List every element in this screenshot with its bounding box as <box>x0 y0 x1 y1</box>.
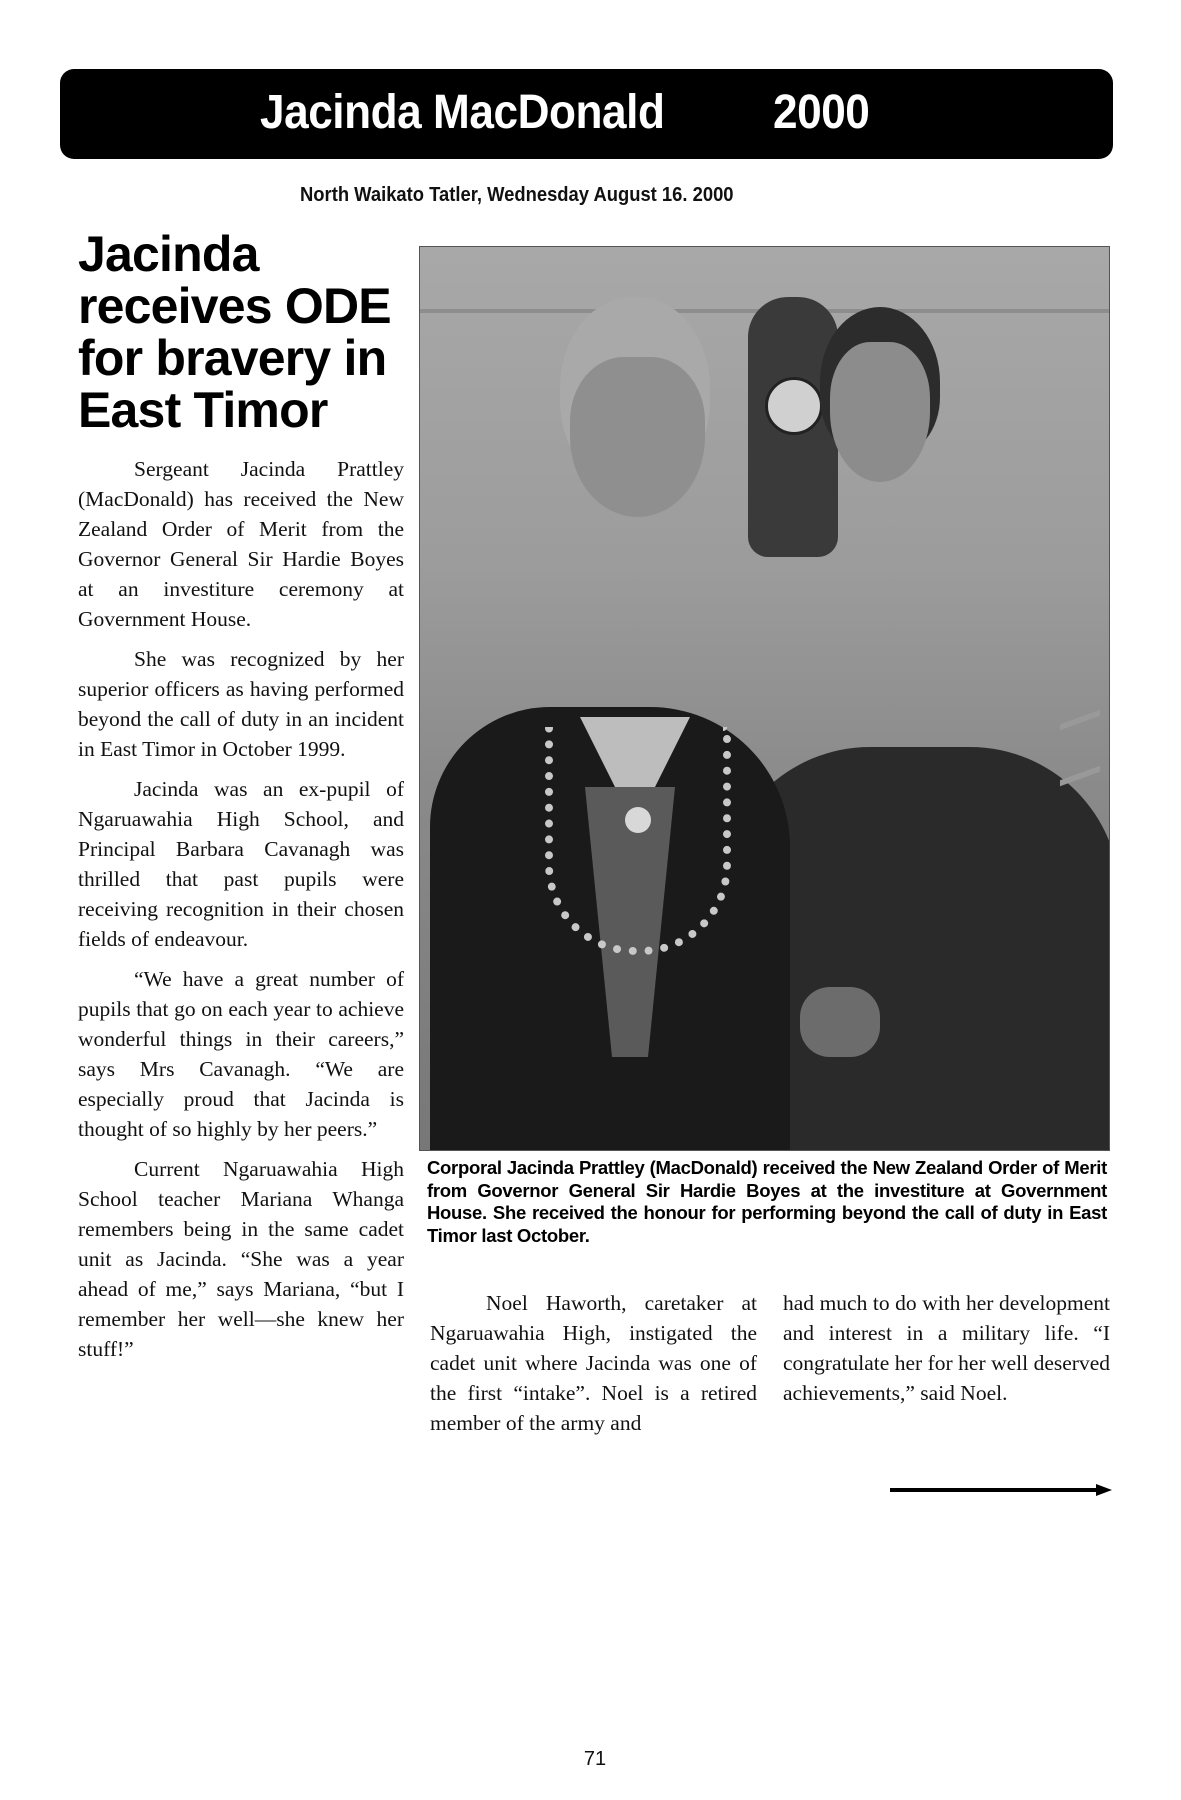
photo-sergeant-chevron <box>1060 710 1100 787</box>
photo-chain-of-office <box>545 727 731 955</box>
paragraph: “We have a great number of pupils that go on each year to achieve wonderful things in their careers,” says Mrs Cavanagh. “We are especially proud that Jacinda is thought of so highly by her peers.” <box>78 967 404 1141</box>
left-column <box>78 454 404 1374</box>
news-photo <box>419 246 1110 1151</box>
paragraph: Current Ngaruawahia High School teacher Mariana Whanga remembers being in the same cadet unit as Jacinda. “She was a year ahead of me,” says Mariana, “but I remember her well—she knew her stuff!” <box>78 1157 404 1361</box>
banner-year: 2000 <box>773 86 870 139</box>
paragraph: Noel Haworth, caretaker at Ngaruawahia High, instigated the cadet unit where Jacinda was one of the first “intake”. Noel is a retired member of the army and <box>430 1291 757 1435</box>
photo-caption: Corporal Jacinda Prattley (MacDonald) received the New Zealand Order of Merit from Governor General Sir Hardie Boyes at the investiture at Government House. She received the honour for performing beyond the call of duty in East Timor last October. <box>427 1157 1107 1246</box>
right-arrow-icon <box>890 1482 1112 1498</box>
source-line: North Waikato Tatler, Wednesday August 16. 2000 <box>300 184 734 206</box>
page-number: 71 <box>583 1748 607 1770</box>
right-column <box>783 1288 1110 1418</box>
paragraph: She was recognized by her superior officers as having performed beyond the call of duty in an incident in East Timor in October 1999. <box>78 647 404 761</box>
banner-name: Jacinda MacDonald <box>260 86 665 139</box>
paragraph: Jacinda was an ex-pupil of Ngaruawahia High School, and Principal Barbara Cavanagh was thrilled that past pupils were receiving recognition in their chosen fields of endeavour. <box>78 777 404 951</box>
paragraph: had much to do with her development and interest in a military life. “I congratulate her for her well deserved achievements,” said Noel. <box>783 1291 1110 1405</box>
headline: Jacinda receives ODE for bravery in East Timor <box>78 226 391 438</box>
photo-medal <box>625 807 651 833</box>
middle-column <box>430 1288 757 1438</box>
photo-woman-face <box>830 342 930 482</box>
photo-man-face <box>570 357 705 517</box>
paragraph: Sergeant Jacinda Prattley (MacDonald) has received the New Zealand Order of Merit from the Governor General Sir Hardie Boyes at an investiture ceremony at Government House. <box>78 457 404 631</box>
title-banner <box>60 69 1113 159</box>
photo-woman-hands <box>800 987 880 1057</box>
photo-clock-face <box>765 377 823 435</box>
